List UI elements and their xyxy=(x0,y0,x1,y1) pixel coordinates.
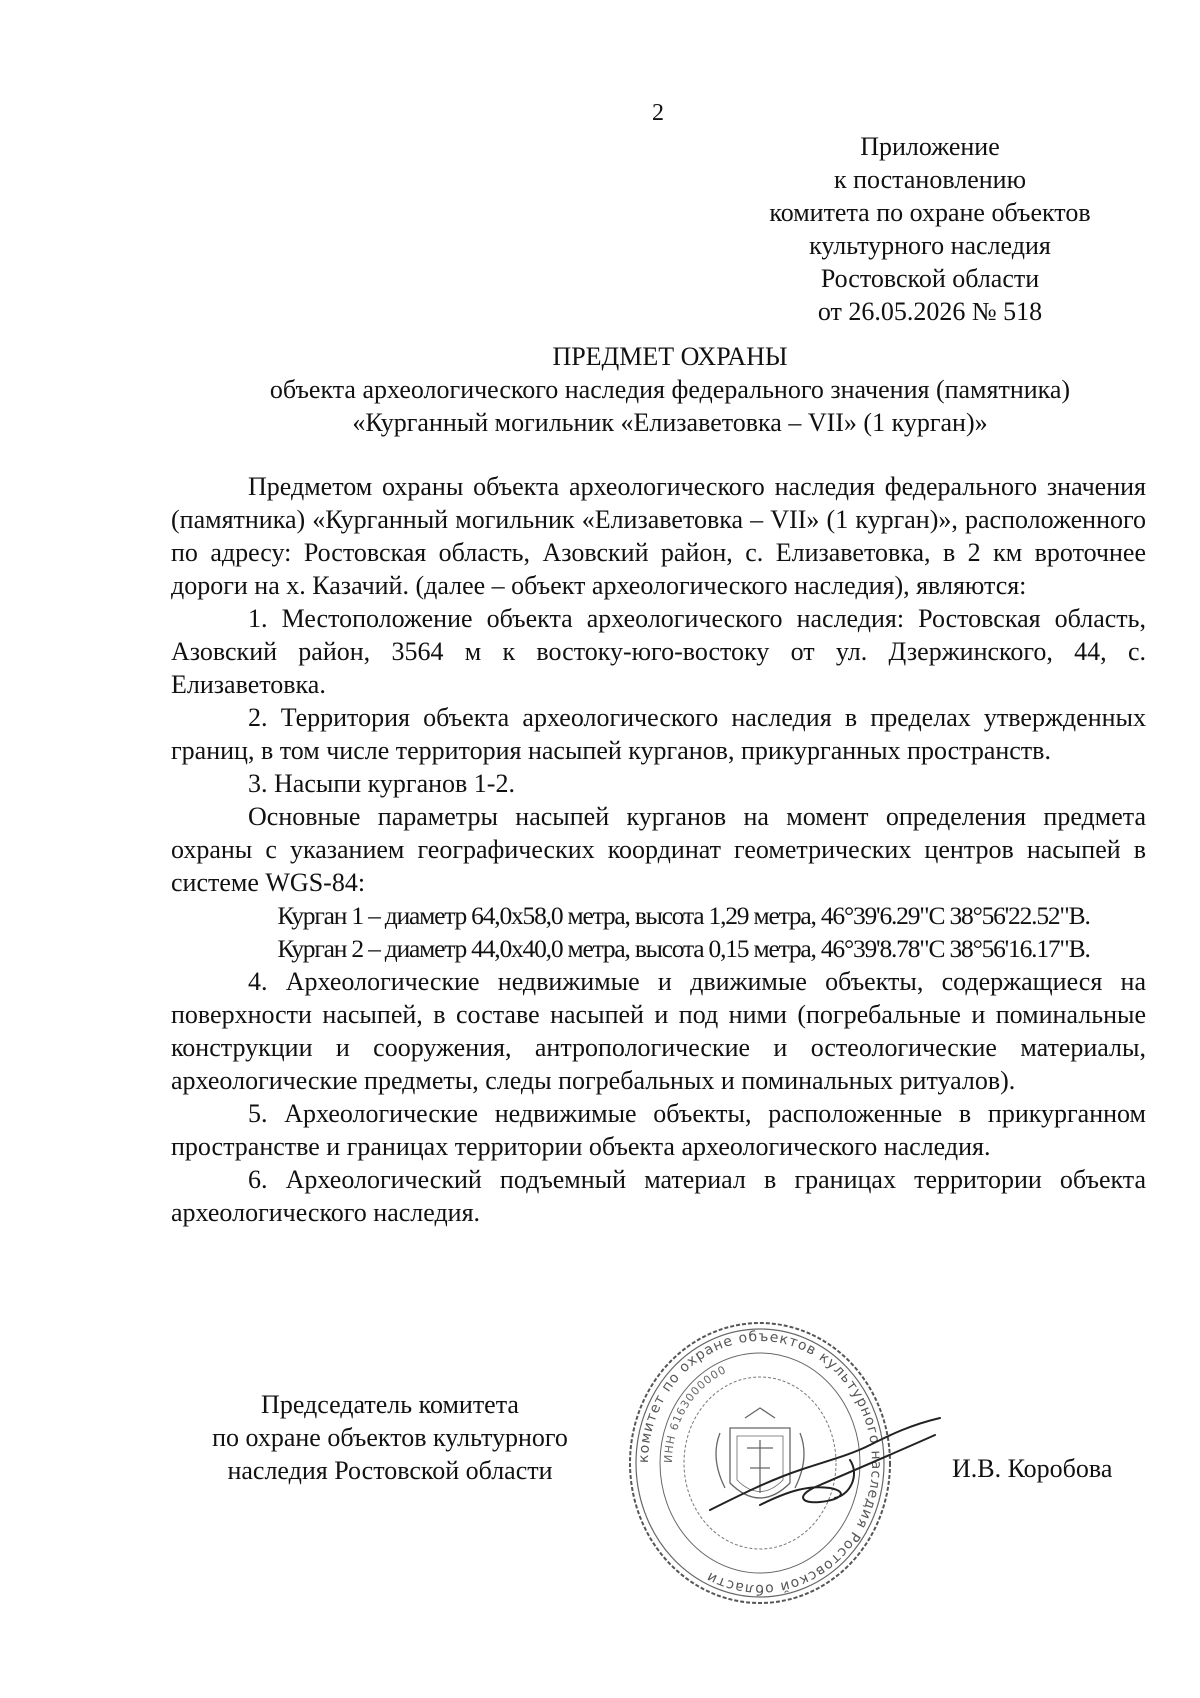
signer-name: И.В. Коробова xyxy=(952,1454,1113,1483)
position-line: по охране объектов культурного xyxy=(212,1423,568,1452)
item-territory: 2. Территория объекта археологического наследия в пределах утвержденных границ, в том числе территория насыпей курганов, прикурганных пространств. xyxy=(171,703,1146,765)
page-number: 2 xyxy=(652,100,664,126)
title-heading: ПРЕДМЕТ ОХРАНЫ xyxy=(552,342,788,371)
appendix-date-line: от 26.05.2026 № 518 xyxy=(817,297,1043,326)
kurgan-2-coordinates: Курган 2 – диаметр 44,0х40,0 метра, высота 0,15 метра, 46°39'8.78"С 38°56'16.17"В. xyxy=(277,934,1090,963)
item-surface-material: 6. Археологический подъемный материал в границах территории объекта археологического наследия. xyxy=(171,1165,1146,1227)
appendix-line: комитета по охране объектов xyxy=(769,198,1091,227)
item-location: 1. Местоположение объекта археологического наследия: Ростовская область, Азовский район, 3564 м к востоку-юго-востоку от ул. Дзержинского, 44, с. Елизаветовка. xyxy=(171,604,1146,699)
appendix-line: Ростовской области xyxy=(820,264,1040,293)
stamp-outer-text: комитет по охране объектов культурного наследия Ростовской области xyxy=(635,1328,885,1598)
kurgan-1-coordinates: Курган 1 – диаметр 64,0х58,0 метра, высота 1,29 метра, 46°39'6.29"С 38°56'22.52"В. xyxy=(277,901,1090,930)
appendix-line: Приложение xyxy=(860,132,1000,161)
handwritten-signature xyxy=(700,1400,960,1530)
signatory-position xyxy=(170,1388,610,1487)
item-archaeological-objects: 4. Археологические недвижимые и движимые объекты, содержащиеся на поверхности насыпей, в составе насыпей и под ними (погребальные и поминальные конструкции и сооружения, антропологические и остеологические материалы, археологические предметы, следы погребальных и поминальных ритуалов). xyxy=(171,967,1146,1095)
item-mounds: 3. Насыпи курганов 1-2. xyxy=(248,769,515,798)
document-body xyxy=(171,470,1146,1229)
appendix-header xyxy=(700,130,1160,328)
params-paragraph: Основные параметры насыпей курганов на момент определения предмета охраны с указанием географических координат геометрических центров насыпей в системе WGS-84: xyxy=(171,802,1146,897)
position-line: Председатель комитета xyxy=(261,1390,519,1419)
item-immovable-objects: 5. Археологические недвижимые объекты, расположенные в прикурганном пространстве и границах территории объекта археологического наследия. xyxy=(171,1099,1146,1161)
position-line: наследия Ростовской области xyxy=(227,1456,553,1485)
appendix-line: к постановлению xyxy=(833,165,1027,194)
stamp-inner-text: ИНН 6163000000 xyxy=(661,1362,729,1464)
title-object-name: «Курганный могильник «Елизаветовка – VII» (1 курган)» xyxy=(352,408,988,437)
intro-paragraph: Предметом охраны объекта археологического наследия федерального значения (памятника) «Курганный могильник «Елизаветовка – VII» (1 курган)», расположенного по адресу: Ростовская область, Азовский район, с. Елизаветовка, в 2 км вроточнее дороги на х. Казачий. (далее – объект археологического наследия), являются: xyxy=(171,472,1146,600)
document-title xyxy=(190,340,1150,439)
title-subtitle: объекта археологического наследия федерального значения (памятника) xyxy=(269,375,1071,404)
appendix-line: культурного наследия xyxy=(809,231,1051,260)
